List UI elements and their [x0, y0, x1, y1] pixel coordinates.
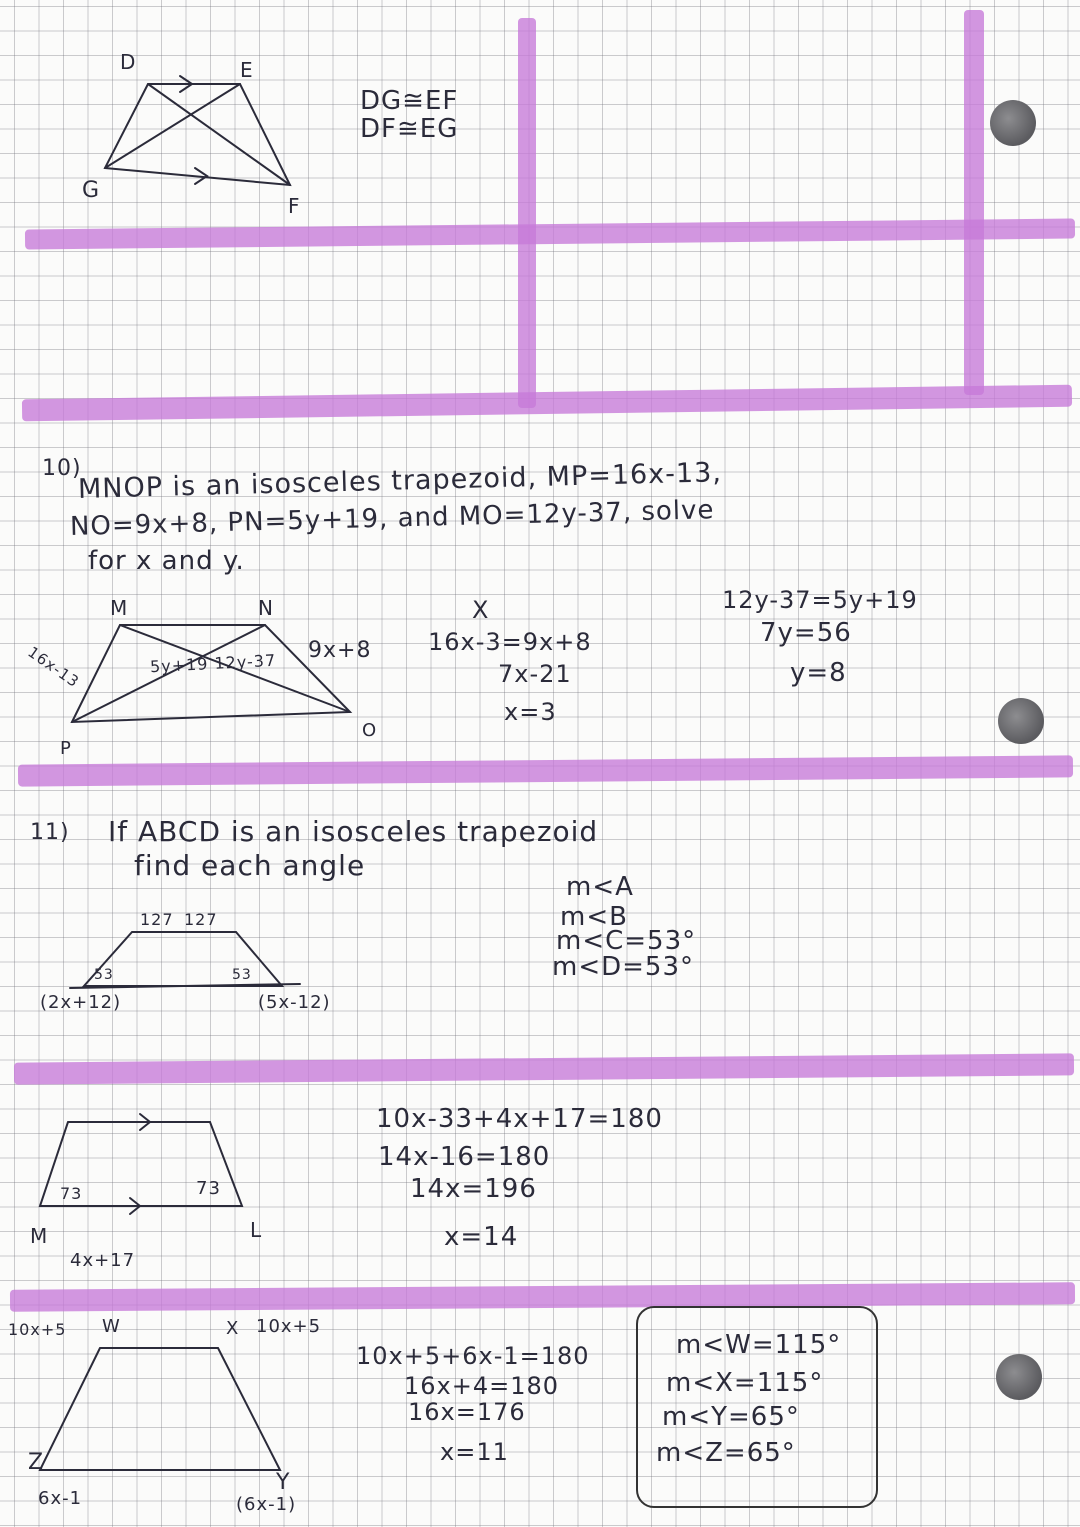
work-step: y=8: [790, 658, 847, 688]
vertex-label-y: Y: [276, 1470, 291, 1495]
vertex-label-l: L: [250, 1218, 263, 1242]
vertex-label-g: G: [82, 178, 101, 203]
vertex-label-e: E: [240, 58, 254, 82]
vertex-label-z: Z: [28, 1450, 45, 1475]
angle-label: 127: [140, 910, 174, 929]
vertex-label-o: O: [362, 720, 378, 741]
angle-answer: m<Y=65°: [662, 1402, 800, 1432]
work-step: 14x-16=180: [378, 1142, 551, 1172]
angle-label: 53: [232, 967, 252, 983]
vertex-label-f: F: [288, 194, 301, 218]
angle-answer: m<X=115°: [666, 1368, 824, 1398]
work-step: 14x=196: [410, 1174, 537, 1204]
vertex-label-w: W: [102, 1316, 121, 1337]
problem-statement: If ABCD is an isosceles trapezoid: [108, 815, 599, 848]
work-step: 16x-3=9x+8: [428, 628, 592, 656]
angle-expression: (2x+12): [40, 992, 122, 1013]
angle-expression: (6x-1): [236, 1494, 297, 1515]
angle-answer: m<C=53°: [556, 926, 697, 956]
work-heading: X: [472, 596, 490, 624]
work-step: x=11: [440, 1438, 509, 1466]
diagonal-labels: 5y+19 12y-37: [149, 650, 277, 677]
angle-label: 73: [196, 1178, 221, 1199]
work-step: x=3: [504, 698, 557, 726]
angle-answer: m<W=115°: [676, 1330, 842, 1360]
side-label-mp: 16x-13: [24, 642, 83, 692]
angle-expression: (5x-12): [258, 992, 331, 1013]
problem-number: 10): [42, 456, 82, 481]
problem-statement: MNOP is an isosceles trapezoid, MP=16x-13,: [77, 457, 723, 505]
angle-answer: m<Z=65°: [656, 1438, 796, 1468]
angle-label: 127: [184, 910, 218, 929]
vertex-label-x: X: [226, 1318, 240, 1339]
vertex-label-m: M: [30, 1224, 49, 1248]
problem-number: 11): [30, 820, 70, 845]
angle-answer: m<A: [566, 872, 634, 902]
vertex-label-d: D: [120, 50, 137, 74]
angle-expression: 10x+5: [8, 1320, 67, 1339]
work-step: 12y-37=5y+19: [722, 586, 918, 614]
angle-expression: 6x-1: [38, 1488, 83, 1509]
work-step: 16x=176: [408, 1398, 526, 1426]
work-step: 10x+5+6x-1=180: [356, 1342, 590, 1370]
angle-label: 73: [60, 1184, 83, 1203]
given-statement: DG≅EF: [360, 86, 459, 116]
work-step: 16x+4=180: [404, 1372, 560, 1400]
work-step: 7x-21: [498, 660, 572, 688]
vertex-label-m: M: [110, 596, 129, 620]
problem-statement: for x and y.: [88, 546, 245, 576]
side-label-no: 9x+8: [308, 638, 372, 663]
work-step: 7y=56: [760, 618, 852, 648]
angle-answer: m<D=53°: [552, 952, 695, 982]
angle-label: 53: [94, 967, 114, 983]
given-statement: DF≅EG: [360, 114, 459, 144]
problem-statement: find each angle: [134, 849, 366, 882]
angle-expression: 10x+5: [256, 1316, 322, 1337]
work-step: x=14: [444, 1222, 519, 1252]
work-step: 10x-33+4x+17=180: [376, 1104, 663, 1134]
vertex-label-n: N: [258, 596, 274, 620]
angle-answer: m<B: [560, 902, 628, 932]
vertex-label-p: P: [60, 738, 72, 759]
angle-expression: 4x+17: [70, 1250, 136, 1271]
problem-statement: NO=9x+8, PN=5y+19, and MO=12y-37, solve: [69, 495, 715, 542]
